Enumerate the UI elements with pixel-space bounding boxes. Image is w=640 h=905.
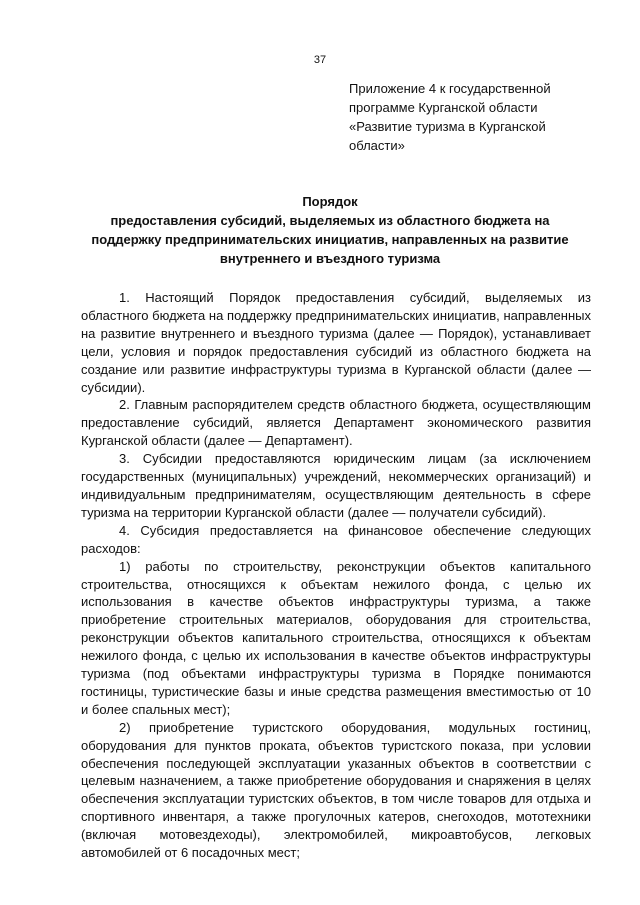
appendix-line: программе Курганской области xyxy=(349,100,538,115)
title-line: поддержку предпринимательских инициатив, направленных на развитие xyxy=(91,232,569,247)
appendix-line: «Развитие туризма в Курганской xyxy=(349,119,546,134)
appendix-line: области» xyxy=(349,138,405,153)
paragraph: 3. Субсидии предоставляются юридическим лицам (за исключением государственных (муниципальных) учреждений, некоммерческих организаций) и индивидуальным предпринимателям, осуществляющим деятельность в сфере туризма на территории Курганской области (далее — получатели субсидий). xyxy=(81,451,591,520)
paragraph: 4. Субсидия предоставляется на финансовое обеспечение следующих расходов: xyxy=(81,522,591,556)
title-heading: Порядок xyxy=(302,194,358,209)
paragraph: 2. Главным распорядителем средств областного бюджета, осуществляющим предоставление субсидий, является Департамент экономического развития Курганской области (далее — Департамент). xyxy=(81,397,591,449)
paragraph: 1. Настоящий Порядок предоставления субсидий, выделяемых из областного бюджета на поддержку предпринимательских инициатив, направленных на развитие внутреннего и въездного туризма (далее — Порядок), устанавливает цели, условия и порядок предоставления субсидий из областного бюджета на создание или развитие инфраструктуры туризма в Курганской области (далее — субсидии). xyxy=(81,290,591,395)
page-number: 37 xyxy=(313,54,327,66)
document-body xyxy=(81,289,591,862)
paragraph: 2) приобретение туристского оборудования, модульных гостиниц, оборудования для пунктов проката, объектов туристского показа, при условии обеспечения последующей эксплуатации указанных объектов в соответствии с целевым назначением, а также приобретение оборудования и снаряжения в целях обеспечения эксплуатации туристских объектов, в том числе товаров для отдыха и спортивного инвентаря, а также прогулочных катеров, снегоходов, мототехники (включая мотовездеходы), электромобилей, микроавтобусов, легковых автомобилей от 6 посадочных мест; xyxy=(81,719,591,861)
document-title xyxy=(80,192,580,268)
title-line: предоставления субсидий, выделяемых из областного бюджета на xyxy=(110,213,550,228)
paragraph: 1) работы по строительству, реконструкции объектов капитального строительства, относящихся к объектам нежилого фонда, с целью их использования в качестве объектов инфраструктуры туризма, а также приобретение строительных материалов, оборудования для строительства, реконструкции объектов капитального строительства, относящихся к объектам нежилого фонда, с целью их использования в качестве объектов инфраструктуры туризма (под объектами инфраструктуры туризма в Порядке понимаются гостиницы, туристические базы и иные средства размещения вместимостью от 10 и более спальных мест); xyxy=(81,558,591,717)
title-line: внутреннего и въездного туризма xyxy=(219,251,441,266)
appendix-line: Приложение 4 к государственной xyxy=(349,81,551,96)
appendix-note xyxy=(349,79,599,155)
